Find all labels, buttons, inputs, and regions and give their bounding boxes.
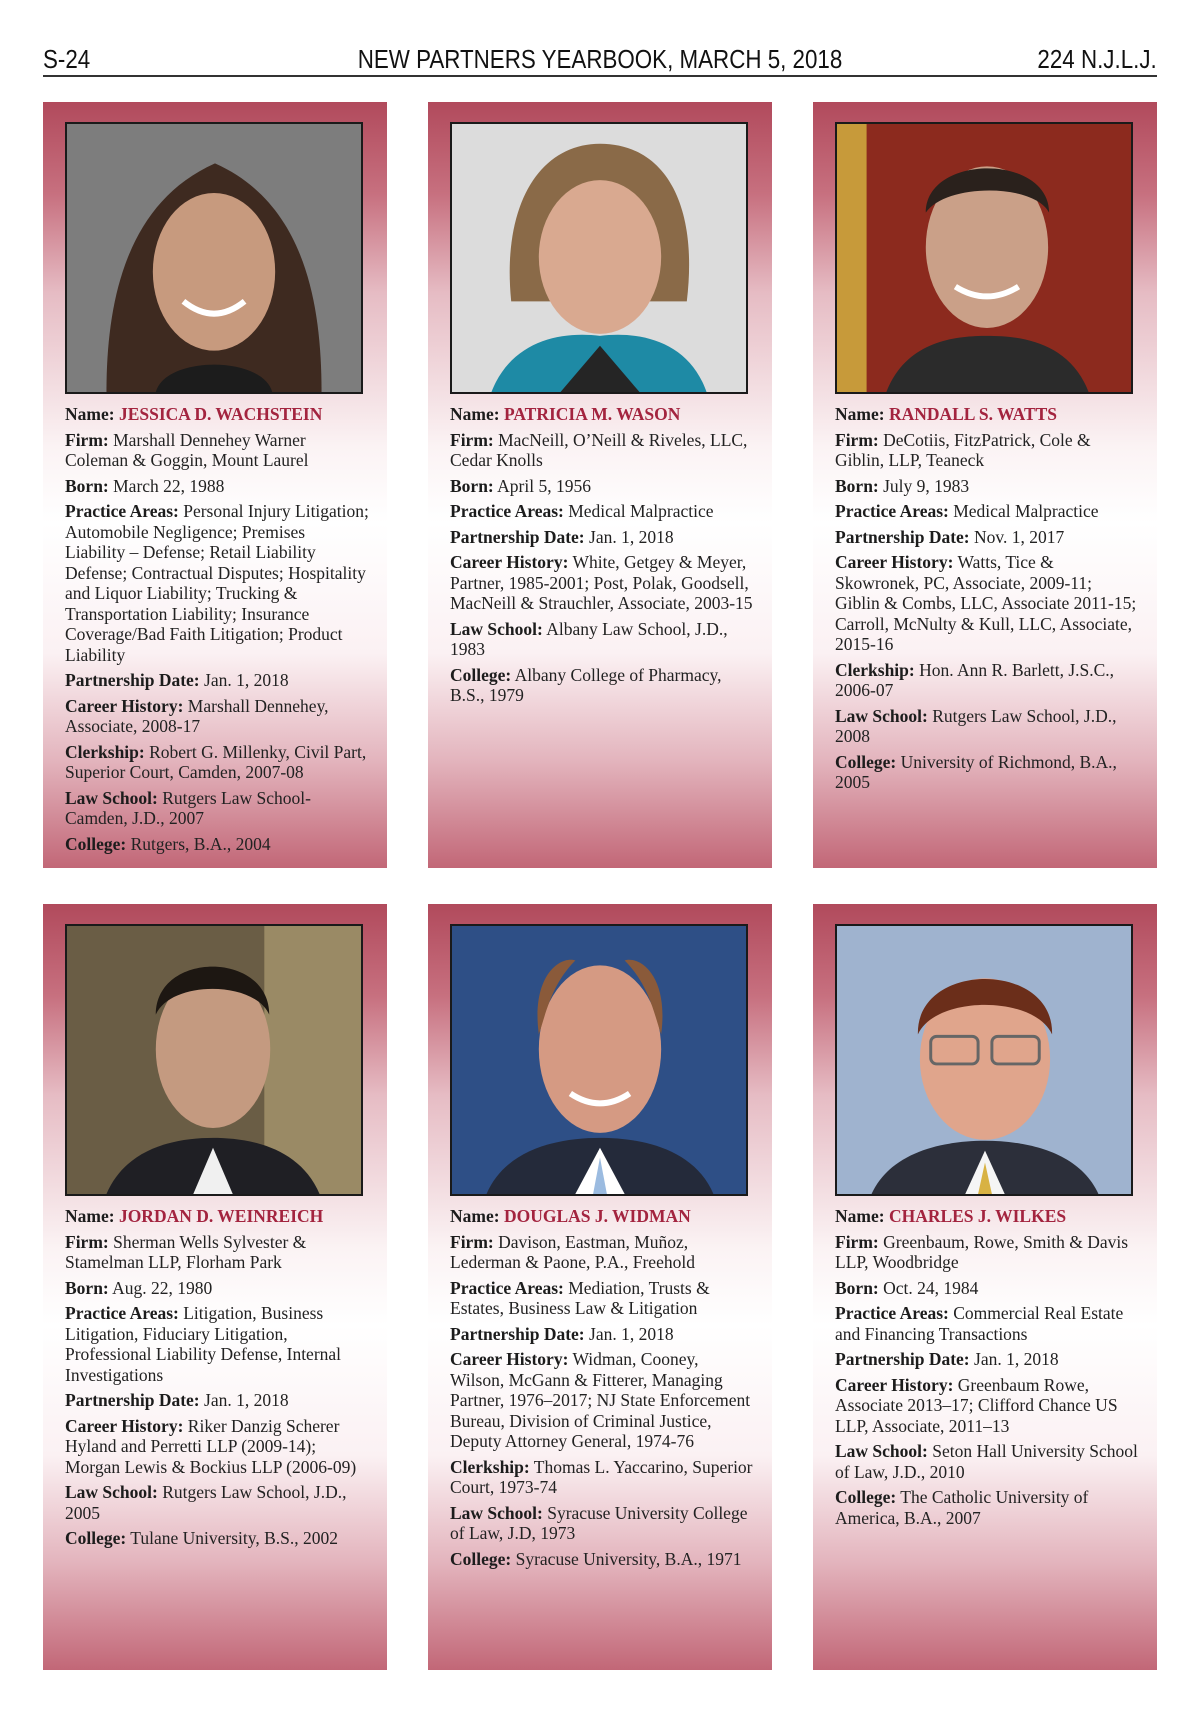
profile-card bbox=[428, 904, 772, 1670]
partner-name: PATRICIA M. WASON bbox=[503, 404, 681, 424]
partner-name: DOUGLAS J. WIDMAN bbox=[503, 1206, 691, 1226]
partnership-row: Partnership Date: Jan. 1, 2018 bbox=[65, 670, 289, 690]
partner-name: JORDAN D. WEINREICH bbox=[118, 1206, 324, 1226]
profile-info bbox=[450, 1206, 754, 1574]
profile-info bbox=[65, 1206, 369, 1554]
career-row: Career History: White, Getgey & Meyer, Partner, 1985-2001; Post, Polak, Goodsell, MacNeill & Strauchler, Associate, 2003-15 bbox=[450, 552, 753, 613]
career-row: Career History: Riker Danzig Scherer Hyland and Perretti LLP (2009-14); Morgan Lewis & Bockius LLP (2006-09) bbox=[65, 1415, 357, 1477]
portrait-photo bbox=[450, 924, 748, 1196]
portrait-photo bbox=[835, 924, 1133, 1196]
law-school-row: Law School: Syracuse University College of Law, J.D, 1973 bbox=[450, 1502, 748, 1543]
clerkship-row: Clerkship: Thomas L. Yaccarino, Superior Court, 1973-74 bbox=[450, 1456, 753, 1497]
born-row: Born: Aug. 22, 1980 bbox=[65, 1277, 213, 1298]
career-row: Career History: Widman, Cooney, Wilson, McGann & Fitterer, Managing Partner, 1976–2017; NJ State Enforcement Bureau, Division of Criminal Justice, Deputy Attorney General, 1974-76 bbox=[450, 1349, 751, 1451]
born-row: Born: March 22, 1988 bbox=[65, 475, 225, 496]
profile-info bbox=[450, 404, 754, 711]
law-school-row: Law School: Rutgers Law School, J.D., 2008 bbox=[835, 705, 1117, 746]
college-row: College: Albany College of Pharmacy, B.S., 1979 bbox=[450, 664, 722, 705]
college-row: College: The Catholic University of America, B.A., 2007 bbox=[835, 1487, 1089, 1528]
law-school-row: Law School: Rutgers Law School-Camden, J.D., 2007 bbox=[65, 787, 311, 828]
practice-row: Practice Areas: Medical Malpractice bbox=[450, 501, 714, 521]
college-row: College: Tulane University, B.S., 2002 bbox=[65, 1528, 339, 1548]
practice-row: Practice Areas: Commercial Real Estate and Financing Transactions bbox=[835, 1303, 1124, 1344]
partnership-row: Partnership Date: Jan. 1, 2018 bbox=[450, 1323, 674, 1344]
portrait-photo bbox=[65, 924, 363, 1196]
partnership-row: Partnership Date: Nov. 1, 2017 bbox=[835, 526, 1065, 547]
partnership-row: Partnership Date: Jan. 1, 2018 bbox=[65, 1390, 289, 1410]
name-row: Name: RANDALL S. WATTS bbox=[835, 404, 1058, 424]
born-row: Born: Oct. 24, 1984 bbox=[835, 1277, 979, 1298]
firm-row: Firm: Sherman Wells Sylvester & Stamelman LLP, Florham Park bbox=[65, 1231, 307, 1272]
name-row: Name: PATRICIA M. WASON bbox=[450, 404, 681, 424]
profile-info bbox=[65, 404, 369, 859]
college-row: College: Rutgers, B.A., 2004 bbox=[65, 833, 271, 854]
partnership-row: Partnership Date: Jan. 1, 2018 bbox=[835, 1349, 1059, 1369]
partner-name: CHARLES J. WILKES bbox=[888, 1206, 1067, 1226]
portrait-photo bbox=[450, 122, 748, 394]
partner-name: JESSICA D. WACHSTEIN bbox=[118, 404, 323, 424]
profile-card bbox=[813, 102, 1157, 868]
partnership-row: Partnership Date: Jan. 1, 2018 bbox=[450, 526, 674, 547]
volume-number: 224 N.J.L.J. bbox=[1037, 44, 1157, 74]
clerkship-row: Clerkship: Robert G. Millenky, Civil Part, Superior Court, Camden, 2007-08 bbox=[65, 741, 367, 782]
page-number: S-24 bbox=[43, 44, 91, 74]
name-row: Name: CHARLES J. WILKES bbox=[835, 1206, 1067, 1226]
portrait-photo bbox=[835, 122, 1133, 394]
portrait-photo bbox=[65, 122, 363, 394]
firm-row: Firm: Davison, Eastman, Muñoz, Lederman & Paone, P.A., Freehold bbox=[450, 1231, 695, 1272]
career-row: Career History: Marshall Dennehey, Associate, 2008-17 bbox=[65, 695, 329, 736]
firm-row: Firm: Marshall Dennehey Warner Coleman & Goggin, Mount Laurel bbox=[65, 429, 309, 470]
profile-info bbox=[835, 1206, 1139, 1533]
name-row: Name: JESSICA D. WACHSTEIN bbox=[65, 404, 323, 424]
career-row: Career History: Watts, Tice & Skowronek, PC, Associate, 2009-11; Giblin & Combs, LLC, Associate 2011-15; Carroll, McNulty & Kull, LLC, Associate, 2015-16 bbox=[835, 552, 1137, 654]
profile-card bbox=[43, 904, 387, 1670]
born-row: Born: July 9, 1983 bbox=[835, 475, 970, 496]
law-school-row: Law School: Albany Law School, J.D., 1983 bbox=[450, 618, 728, 659]
profile-card bbox=[43, 102, 387, 868]
clerkship-row: Clerkship: Hon. Ann R. Barlett, J.S.C., 2006-07 bbox=[835, 659, 1115, 700]
college-row: College: Syracuse University, B.A., 1971 bbox=[450, 1548, 742, 1569]
practice-row: Practice Areas: Mediation, Trusts & Estates, Business Law & Litigation bbox=[450, 1277, 710, 1318]
firm-row: Firm: MacNeill, O’Neill & Riveles, LLC, Cedar Knolls bbox=[450, 429, 748, 470]
firm-row: Firm: Greenbaum, Rowe, Smith & Davis LLP, Woodbridge bbox=[835, 1231, 1129, 1272]
publication-title: NEW PARTNERS YEARBOOK, MARCH 5, 2018 bbox=[357, 44, 843, 74]
header-rule bbox=[43, 75, 1157, 77]
law-school-row: Law School: Seton Hall University School of Law, J.D., 2010 bbox=[835, 1441, 1138, 1482]
career-row: Career History: Greenbaum Rowe, Associate 2013–17; Clifford Chance US LLP, Associate, 2011–13 bbox=[835, 1374, 1118, 1436]
practice-row: Practice Areas: Medical Malpractice bbox=[835, 501, 1099, 521]
firm-row: Firm: DeCotiis, FitzPatrick, Cole & Giblin, LLP, Teaneck bbox=[835, 429, 1091, 470]
profile-card bbox=[813, 904, 1157, 1670]
practice-row: Practice Areas: Personal Injury Litigation; Automobile Negligence; Premises Liability – Defense; Retail Liability Defense; Contractual Disputes; Hospitality and Liquor Liability; Trucking & Transportation Liability; Insurance Coverage/Bad Faith Litigation; Product Liability bbox=[65, 501, 369, 665]
born-row: Born: April 5, 1956 bbox=[450, 475, 591, 496]
law-school-row: Law School: Rutgers Law School, J.D., 2005 bbox=[65, 1482, 347, 1523]
name-row: Name: DOUGLAS J. WIDMAN bbox=[450, 1206, 691, 1226]
profile-card bbox=[428, 102, 772, 868]
practice-row: Practice Areas: Litigation, Business Litigation, Fiduciary Litigation, Professional Liability Defense, Internal Investigations bbox=[65, 1303, 342, 1385]
partner-name: RANDALL S. WATTS bbox=[888, 404, 1058, 424]
profile-info bbox=[835, 404, 1139, 798]
page-header bbox=[43, 40, 1157, 76]
name-row: Name: JORDAN D. WEINREICH bbox=[65, 1206, 324, 1226]
college-row: College: University of Richmond, B.A., 2005 bbox=[835, 751, 1117, 792]
